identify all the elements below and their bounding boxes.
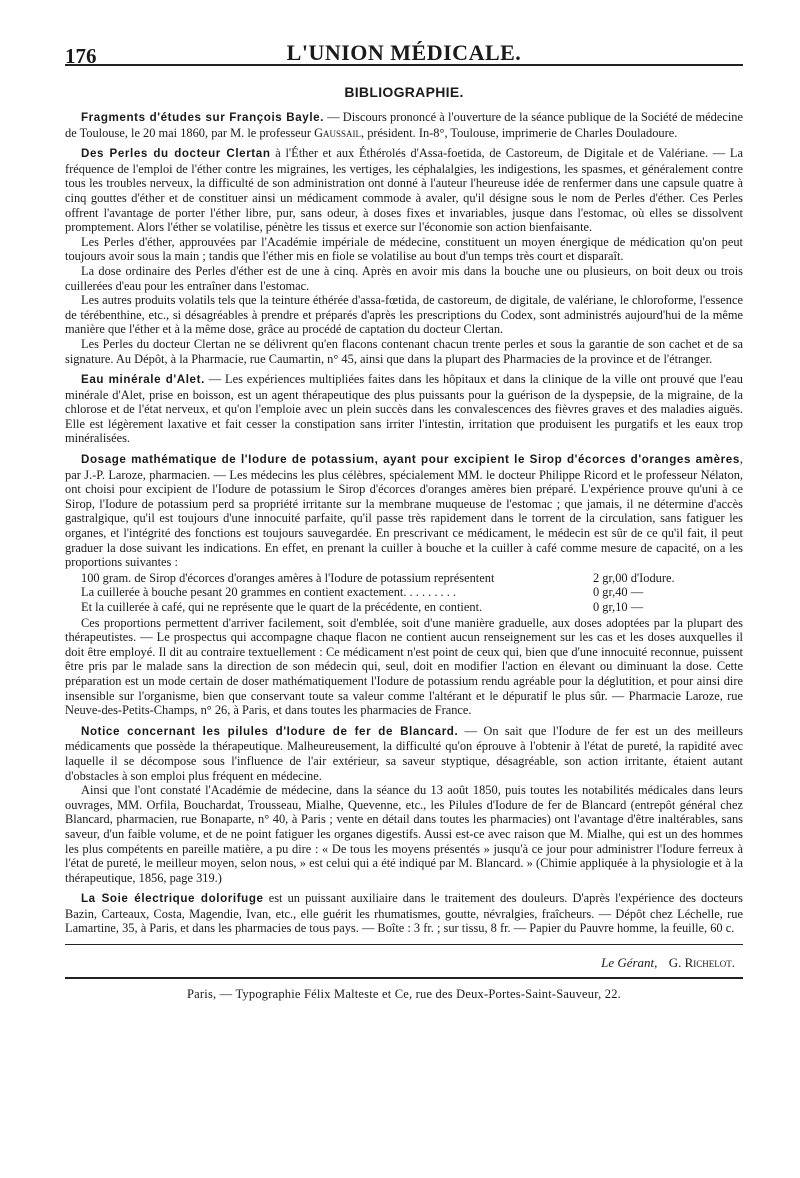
section-title: BIBLIOGRAPHIE. — [344, 84, 464, 100]
article-paragraph — [65, 452, 743, 570]
article-fragments-bayle — [65, 110, 743, 140]
page-number: 176 — [65, 44, 97, 68]
article-eau-alet — [65, 372, 743, 446]
article-text: est un puissant auxiliaire dans le traitement des douleurs. D'après l'expérience des docteurs Bazin, Carteaux, Costa, Magendie, Ivan, etc., elle guérit les rhumatismes, goutte, névralgies, fraîcheurs. — Dépôt chez Léchelle, rue Lamartine, 35, à Paris, et dans les pharmacies de tous pays. — Boîte : 3 fr. ; sur tissu, 8 fr. — Papier du Pauvre homme, la feuille, 60 c. — [65, 891, 743, 936]
signature — [65, 955, 743, 971]
signature-name: G. Richelot. — [668, 955, 735, 971]
article-paragraph: Ainsi que l'ont constaté l'Académie de médecine, dans la séance du 13 août 1850, puis toutes les notabilités médicales dans leurs ouvrages, MM. Orfila, Bouchardat, Trousseau, Mialhe, Quevenne, etc., les Pilules d'Iodure de fer de Blancard (entrepôt général chez Blancard, pharmacien, rue Bonaparte, n° 40, à Paris ; vente en détail dans toutes les pharmacies) ont l'avantage d'être inaltérables, sans saveur, d'un faible volume, et de ne point fatiguer les organes digestifs. Aussi est-ce avec raison que M. Mialhe, qui est un des hommes les plus compétents en pareille matière, a pu dire : « De tous les moyens présentés » jusqu'à ce jour pour administrer l'Iodure ferreux à l'état de pureté, le meilleur moyen, selon nous, » est celui qui a été indiqué par M. Blancard. » (Chimie appliquée à la physiologie et à la thérapeutique, 1856, page 319.) — [65, 783, 743, 885]
article-text: — Discours prononcé à l'ouverture de la séance publique de la Société de médecine de Toulouse, le 20 mai 1860, par M. le professeur — [65, 110, 743, 140]
article-paragraph: Ces proportions permettent d'arriver facilement, soit d'emblée, soit d'une manière graduelle, aux doses adoptées par la plupart des thérapeutistes. — Le prospectus qui accompagne chaque flacon ne contient aucun renseignement sur les cas et les doses auxquelles il doit être employé. Il dit au contraire textuellement : Ce médicament n'est point de ceux qui, bien que d'une innocuité reconnue, puissent être pris par le malade sans la direction de son médecin qui, seul, doit en modifier l'action en élevant ou diminuant la dose. Cette préparation est un mode certain de doser mathématiquement l'Iodure de potassium rendu agréable pour la déglutition, et pour ainsi dire insensible sur l'organisme, bien que conservant toute sa valeur comme l'altérant et le dépuratif le plus sûr. — Pharmacie Laroze, rue Neuve-des-Petits-Champs, n° 26, à Paris, et dans toutes les pharmacies de France. — [65, 615, 743, 718]
footer-rule — [65, 977, 743, 979]
article-text: — Les expériences multipliées faites dans les hôpitaux et dans la clinique de la ville ont prouvé que l'eau minérale d'Alet, prise en boisson, est un agent thérapeutique des plus puissants pour la guérison de la dyspepsie, de la migraine, de la chlorose et de l'état nerveux, et qu'on l'emploie avec un plein succès dans les convalescences des fièvres graves et des maladies aiguës. Elle est légèrement laxative et fait cesser la constipation sans irriter l'intestin, irritation que produisent les purgatifs et les eaux trop minéralisées. — [65, 372, 744, 446]
article-heading: Des Perles du docteur Clertan — [81, 147, 271, 161]
article-paragraph — [65, 724, 743, 783]
article-paragraph: Les Perles du docteur Clertan ne se délivrent qu'en flacons contenant chacun trente perles et sous la garantie de son cachet et de sa signature. Au Dépôt, à la Pharmacie, rue Caumartin, n° 45, ainsi que dans la plupart des Pharmacies de la province et de l'étranger. — [65, 336, 743, 366]
article-dosage-iodure — [65, 452, 743, 718]
article-heading: La Soie électrique dolorifuge — [81, 892, 264, 906]
article-paragraph — [65, 146, 743, 235]
article-heading: Eau minérale d'Alet. — [81, 373, 205, 387]
running-title: L'UNION MÉDICALE. — [286, 40, 522, 65]
article-paragraph: Les autres produits volatils tels que la teinture éthérée d'assa-fœtida, de castoreum, de digitale, de valériane, le chloroforme, l'essence de térébenthine, etc., si désagréables à prendre et préparés d'après les prescriptions du Codex, sont administrés aujourd'hui de la même manière que l'éther et à la même dose, grâce au procédé de captation du docteur Clertan. — [65, 293, 743, 337]
dose-row — [65, 571, 743, 586]
article-heading: Notice concernant les pilules d'Iodure de fer de Blancard. — [81, 724, 459, 738]
dose-row — [65, 600, 743, 615]
dose-label: La cuillerée à bouche pesant 20 grammes en contient exactement. . . . . . . . . — [81, 585, 457, 600]
dose-label: 100 gram. de Sirop d'écorces d'oranges amères à l'Iodure de potassium représentent — [81, 570, 495, 585]
signature-role: Le Gérant, — [601, 955, 658, 971]
dose-table — [65, 571, 743, 615]
dose-value: 2 gr,00 d'Iodure. — [593, 570, 675, 585]
article-text: à l'Éther et aux Éthérolés d'Assa-foetida, de Castoreum, de Digitale et de Valériane. — La fréquence de l'emploi de l'éther contre les migraines, les vertiges, les céphalalgies, les indigestions, les spasmes, et généralement contre tous les troubles nerveux, la difficulté de son administration ont donné à l'auteur l'heureuse idée de renfermer dans une capsule quatre à cinq gouttes d'éther et de constituer ainsi un médicament commode à avaler, qu'il désigne sous le nom de Perles d'éther. Ces Perles offrent l'avantage de porter l'éther libre, pur, sans odeur, à doses fixes et invariables, jusque dans l'estomac, où elles se dissolvent promptement. Alors l'éther se volatilise, pénètre les tissus et exerce sur l'économie son action bienfaisante. — [65, 146, 743, 235]
article-pilules-blancard — [65, 724, 743, 886]
printer-imprint: Paris, — Typographie Félix Malteste et Ce, rue des Deux-Portes-Saint-Sauveur, 22. — [187, 987, 621, 1002]
dose-value: 0 gr,10 — — [593, 600, 644, 614]
page-header — [65, 0, 743, 68]
article-soie-electrique — [65, 891, 743, 936]
article-heading: Dosage mathématique de l'Iodure de potassium, ayant pour excipient le Sirop d'écorces d'oranges amères — [81, 453, 740, 467]
article-paragraph: Les Perles d'éther, approuvées par l'Académie impériale de médecine, constituent un moyen énergique de médication qu'on peut toujours avoir sous la main ; tandis que l'éther mis en fiole se volatilise au bout d'un temps très court et disparaît. — [65, 234, 743, 264]
article-text: , par J.-P. Laroze, pharmacien. — Les médecins les plus célèbres, spécialement MM. le docteur Philippe Ricord et le professeur Nélaton, ont choisi pour excipient de l'Iodure de potassium le Sirop d'écorces d'oranges amères bien préparé. L'expérience prouve qu'uni à ce Sirop, l'Iodure de potassium perd sa propriété irritante sur la membrane muqueuse de l'estomac ; que jamais, il ne détermine d'accès gastralgique, qu'il est toujours d'une innocuité parfaite, qu'il passe très rapidement dans le torrent de la circulation, sans fatiguer les organes, et l'intégrité des fonctions est toujours sauvegardée. En prescrivant ce médicament, le médecin est sûr de ce qu'il fait, il peut graduer la dose suivant les indications. En effet, en prenant la cuiller à bouche et la cuiller à café comme mesure de capacité, on a les proportions suivantes : — [65, 452, 743, 570]
article-text: , président. In-8°, Toulouse, imprimerie de Charles Douladoure. — [361, 125, 678, 140]
article-paragraph: La dose ordinaire des Perles d'éther est de une à cinq. Après en avoir mis dans la bouche une ou plusieurs, on boit deux ou trois cuillerées d'eau pour les entraîner dans l'estomac. — [65, 263, 743, 293]
dose-row — [65, 585, 743, 600]
signature-rule — [65, 944, 743, 945]
article-heading: Fragments d'études sur François Bayle. — [81, 111, 325, 124]
article-text: — On sait que l'Iodure de fer est un des meilleurs médicaments que possède la thérapeutique. Malheureusement, la difficulté qu'on éprouve à l'obtenir à l'état de pureté, la rapidité avec laquelle il se décompose sous l'influence de l'air extérieur, sa saveur styptique, désagréable, son action irritante, étaient autant d'obstacles à son emploi plus fréquent en médecine. — [65, 723, 743, 783]
article-perles-clertan — [65, 146, 743, 366]
article-paragraph — [65, 110, 743, 140]
article-paragraph — [65, 372, 743, 446]
dose-label: Et la cuillerée à café, qui ne représente que le quart de la précédente, en contient. — [81, 600, 483, 614]
author-name: Gaussail — [314, 125, 362, 140]
article-paragraph — [65, 891, 743, 936]
dose-value: 0 gr,40 — — [593, 585, 644, 600]
